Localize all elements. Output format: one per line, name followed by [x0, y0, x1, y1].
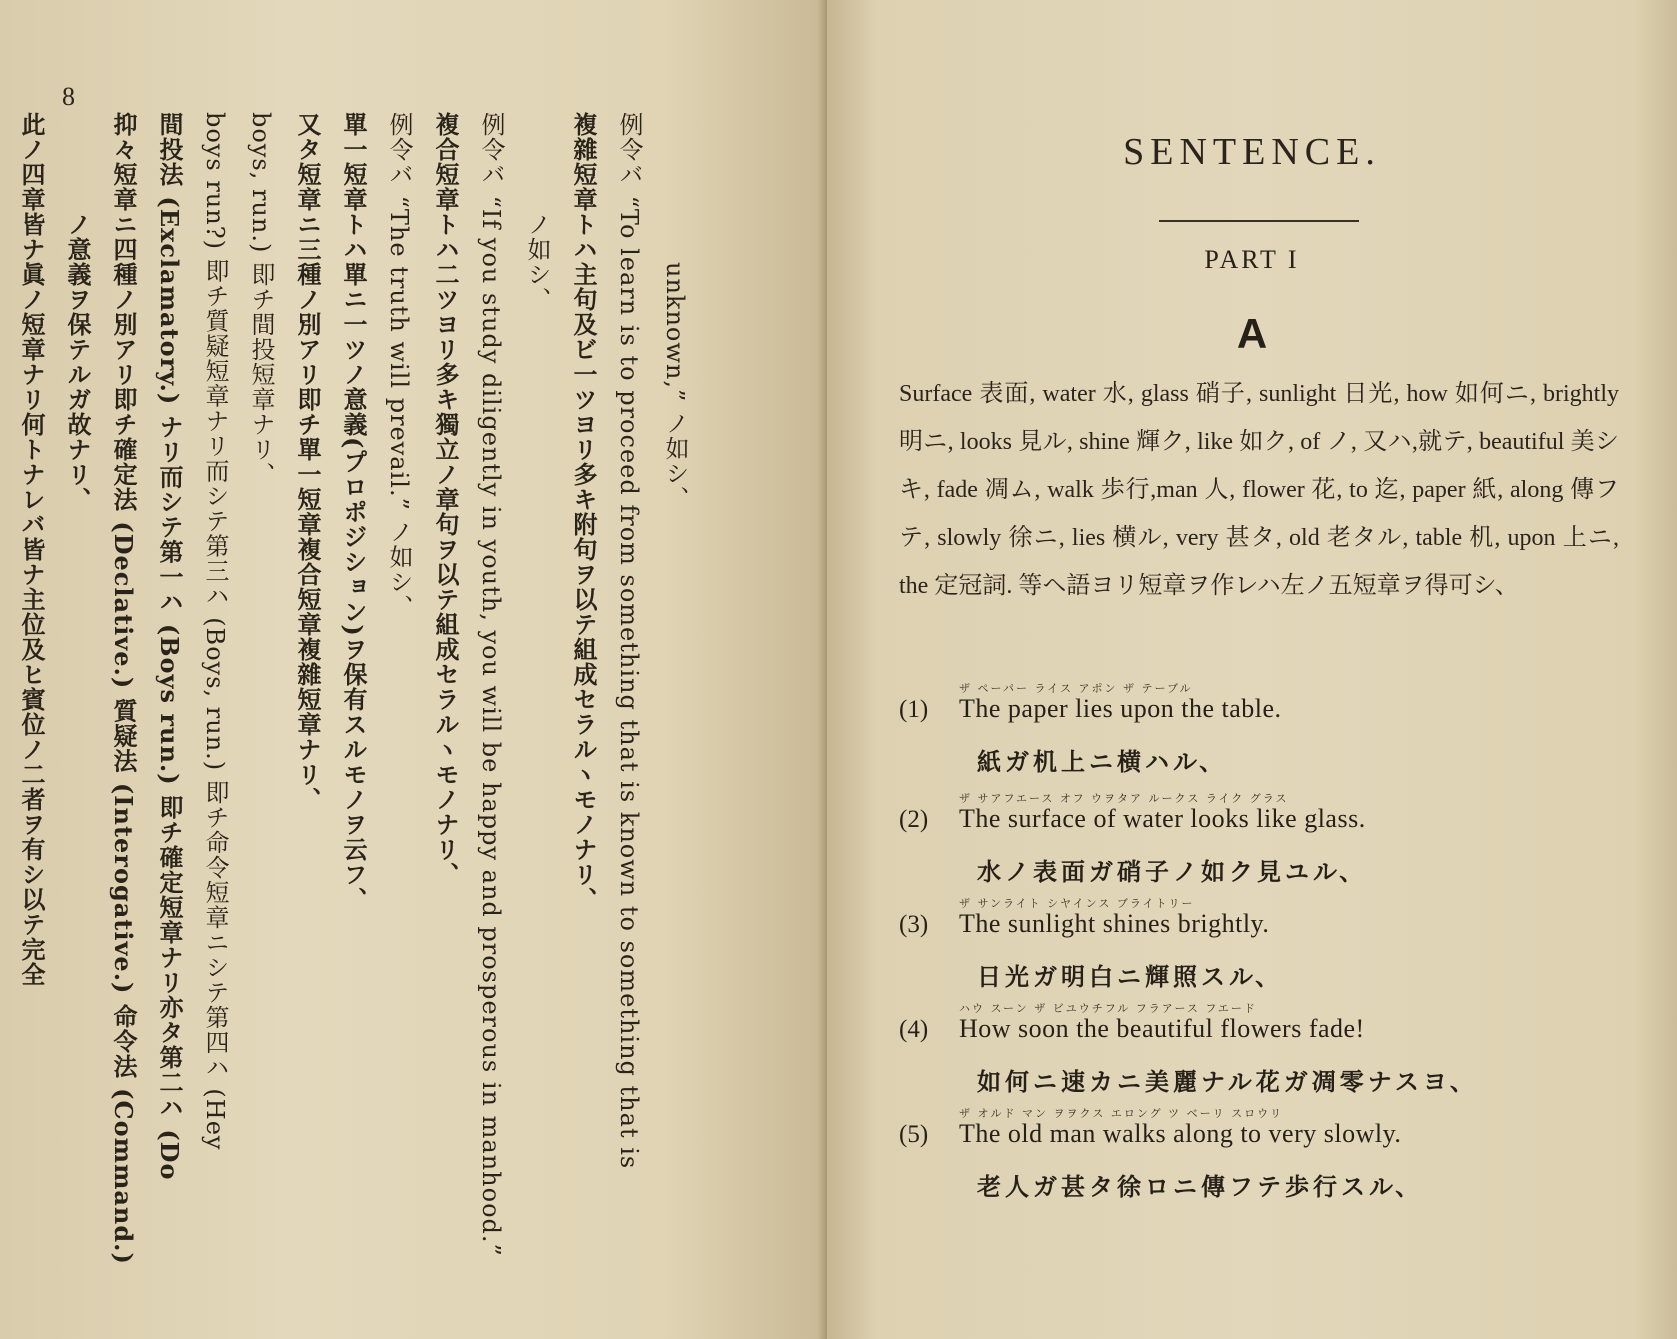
text-column: ノ意義ヲ保テルガ故ナリ、	[63, 212, 92, 512]
english-sentence: The paper lies upon the table.	[959, 694, 1282, 723]
example-number: (1)	[899, 696, 929, 723]
example-number: (4)	[899, 1016, 929, 1043]
text-column: boys run?) 即チ質疑短章ナリ而シテ第三ハ (Boys, run.) 即チ命令短章ニシテ第四ハ (Hey	[201, 112, 229, 1151]
text-column: 又タ短章ニ三種ノ別アリ即チ單一短章複合短章複雜短章ナリ、	[293, 112, 322, 812]
title-rule	[1159, 220, 1359, 222]
text-column: 複雜短章トハ主句及ビ一ツヨリ多キ附句ヲ以テ組成セラルヽモノナリ、	[569, 112, 598, 912]
text-column: 例令バ “If you study diligently in youth, you will be happy and prosperous in manhood.”	[477, 112, 505, 1257]
pronunciation-guide: ザ オルド マン ヲヲクス エロング ツ ベーリ スロウリ	[959, 1107, 1284, 1120]
text-column: 例令バ “The truth will prevail.” ノ如シ、	[385, 112, 413, 620]
pronunciation-guide: ザ ペーパー ライス アポン ザ テーブル	[959, 682, 1193, 695]
page-title: SENTENCE.	[1123, 131, 1381, 173]
vertical-text-block	[0, 112, 697, 1265]
japanese-translation: 水ノ表面ガ硝子ノ如ク見ユル、	[977, 857, 1368, 886]
english-sentence: How soon the beautiful flowers fade!	[959, 1014, 1365, 1043]
page-number: 8	[62, 82, 75, 111]
example-number: (2)	[899, 806, 929, 833]
text-column: 抑々短章ニ四種ノ別アリ即チ確定法 (Declative.) 質疑法 (Interogative.) 命令法 (Command.)	[109, 112, 138, 1265]
text-column: 此ノ四章皆ナ眞ノ短章ナリ何トナレバ皆ナ主位及ヒ賓位ノ二者ヲ有シ以テ完全	[17, 112, 46, 987]
text-column: boys, run.) 即チ間投短章ナリ、	[247, 112, 275, 487]
text-column	[0, 112, 7, 1262]
english-sentence: The old man walks along to very slowly.	[959, 1119, 1402, 1148]
text-column: 間投法 (Exclamatory.) ナリ而シテ第一ハ (Boys run.) 即チ確定短章ナリ亦タ第二ハ (Do	[155, 112, 184, 1181]
pronunciation-guide: ザ サンライト シヤインス ブライトリー	[959, 897, 1195, 910]
text-column: 複合短章トハ二ツヨリ多キ獨立ノ章句ヲ以テ組成セラルヽモノナリ、	[431, 112, 460, 887]
part-heading: PART I	[1204, 245, 1300, 274]
vocabulary-paragraph: Surface 表面, water 水, glass 硝子, sunlight 日光, how 如何ニ, brightly 明ニ, looks 見ル, shine 輝ク, like 如ク, of ノ, 又ハ,就テ, beautiful 美シキ, fade 凋ム, walk 歩行,man 人, flower 花, to 迄, paper 紙, along 傳フテ, slowly 徐ニ, lies 横ル, very 甚タ, old 老タル, table 机, upon 上ニ, the 定冠詞. 等ヘ語ヨリ短章ヲ作レハ左ノ五短章ヲ得可シ、	[899, 381, 1619, 599]
japanese-translation: 老人ガ甚タ徐ロニ傳フテ歩行スル、	[977, 1172, 1424, 1201]
right-page	[827, 0, 1677, 1339]
text-column: 單一短章トハ單ニ一ツノ意義(プロポジション)ヲ保有スルモノヲ云フ、	[339, 112, 368, 912]
text-column: ノ如シ、	[523, 212, 551, 312]
left-page	[0, 0, 827, 1339]
example-number: (5)	[899, 1121, 929, 1148]
section-heading: A	[1236, 310, 1268, 357]
japanese-translation: 紙ガ机上ニ横ハル、	[977, 747, 1228, 776]
pronunciation-guide: ザ サアフエース オフ ウヲタア ルークス ライク グラス	[959, 792, 1289, 805]
japanese-translation: 日光ガ明白ニ輝照スル、	[977, 962, 1284, 991]
english-sentence: The sunlight shines brightly.	[959, 909, 1270, 938]
english-sentence: The surface of water looks like glass.	[959, 804, 1366, 833]
example-number: (3)	[899, 911, 929, 938]
text-column: 例令バ “To learn is to proceed from something that is known to something that is	[615, 112, 643, 1170]
pronunciation-guide: ハウ スーン ザ ビユウチフル フラアース フエード	[959, 1002, 1257, 1015]
japanese-translation: 如何ニ速カニ美麗ナル花ガ凋零ナスヨ、	[977, 1067, 1478, 1096]
text-column: unknown,” ノ如シ、	[661, 262, 689, 511]
